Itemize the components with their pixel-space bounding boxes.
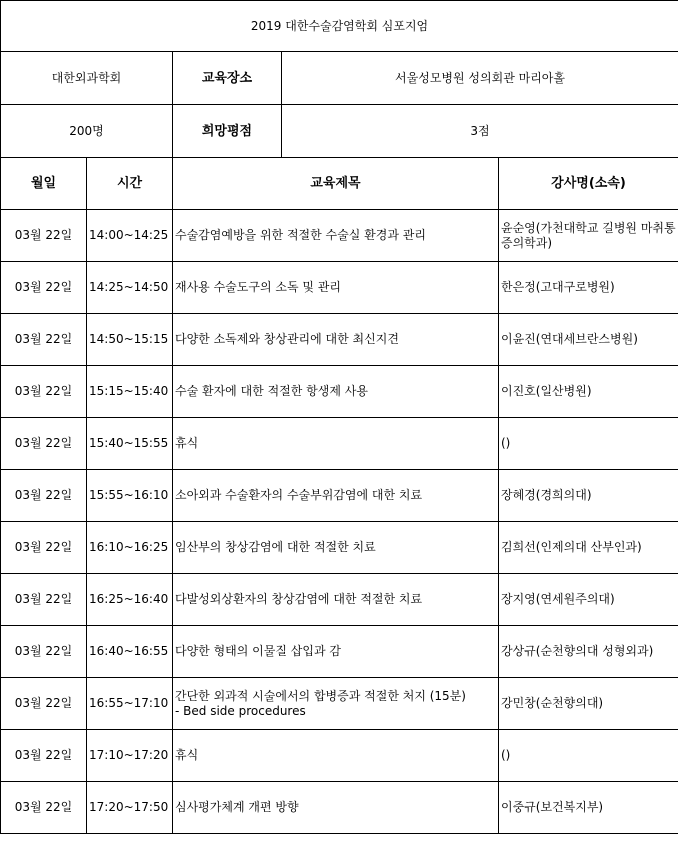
row-time: 17:10~17:20	[87, 730, 173, 782]
table-row	[1, 730, 678, 782]
table-row	[1, 522, 678, 574]
row-date: 03월 22일	[1, 418, 87, 470]
row-time: 14:25~14:50	[87, 262, 173, 314]
row-speaker: 강상규(순천향의대 성형외과)	[499, 626, 678, 678]
row-speaker: 강민창(순천향의대)	[499, 678, 678, 730]
row-date: 03월 22일	[1, 782, 87, 834]
row-topic-title: 휴식	[175, 748, 199, 762]
row-date: 03월 22일	[1, 678, 87, 730]
row-topic-subtitle: - Bed side procedures	[175, 703, 306, 718]
row-date: 03월 22일	[1, 470, 87, 522]
venue-value: 서울성모병원 성의회관 마리아홀	[282, 52, 678, 105]
row-time: 16:25~16:40	[87, 574, 173, 626]
row-topic	[173, 210, 499, 262]
row-topic	[173, 314, 499, 366]
info-row-score	[1, 105, 678, 158]
page-title: 2019 대한수술감염학회 심포지엄	[1, 1, 678, 52]
row-topic-title: 재사용 수술도구의 소독 및 관리	[175, 280, 341, 294]
row-time: 15:15~15:40	[87, 366, 173, 418]
row-topic	[173, 470, 499, 522]
row-speaker: ()	[499, 730, 678, 782]
row-date: 03월 22일	[1, 366, 87, 418]
venue-label: 교육장소	[173, 52, 282, 105]
header-row	[1, 158, 678, 210]
table-row	[1, 678, 678, 730]
row-time: 15:55~16:10	[87, 470, 173, 522]
row-speaker: 장혜경(경희의대)	[499, 470, 678, 522]
table-row	[1, 210, 678, 262]
row-topic-title: 수술감염예방을 위한 적절한 수술실 환경과 관리	[175, 228, 426, 242]
table-row	[1, 314, 678, 366]
row-speaker: ()	[499, 418, 678, 470]
table-row	[1, 366, 678, 418]
score-label: 희망평점	[173, 105, 282, 158]
row-time: 14:50~15:15	[87, 314, 173, 366]
row-date: 03월 22일	[1, 262, 87, 314]
table-row	[1, 626, 678, 678]
organization: 대한외과학회	[1, 52, 173, 105]
row-topic-title: 휴식	[175, 436, 199, 450]
row-topic	[173, 574, 499, 626]
row-speaker: 장지영(연세원주의대)	[499, 574, 678, 626]
title-row	[1, 1, 678, 52]
row-topic-title: 간단한 외과적 시술에서의 합병증과 적절한 처지 (15분)	[175, 688, 466, 703]
row-date: 03월 22일	[1, 522, 87, 574]
row-speaker: 이윤진(연대세브란스병원)	[499, 314, 678, 366]
row-time: 16:55~17:10	[87, 678, 173, 730]
header-time: 시간	[87, 158, 173, 210]
info-row-venue	[1, 52, 678, 105]
table-row	[1, 418, 678, 470]
capacity: 200명	[1, 105, 173, 158]
row-topic	[173, 262, 499, 314]
score-value: 3점	[282, 105, 678, 158]
row-date: 03월 22일	[1, 574, 87, 626]
header-date: 월일	[1, 158, 87, 210]
row-topic	[173, 626, 499, 678]
row-topic	[173, 730, 499, 782]
table-row	[1, 574, 678, 626]
row-speaker: 김희선(인제의대 산부인과)	[499, 522, 678, 574]
table-row	[1, 262, 678, 314]
row-topic	[173, 782, 499, 834]
row-speaker: 한은정(고대구로병원)	[499, 262, 678, 314]
row-topic-title: 소아외과 수술환자의 수술부위감염에 대한 치료	[175, 488, 423, 502]
row-topic-title: 다양한 형태의 이물질 삽입과 감	[175, 644, 341, 658]
row-topic	[173, 522, 499, 574]
row-time: 16:10~16:25	[87, 522, 173, 574]
row-topic-title: 임산부의 창상감염에 대한 적절한 치료	[175, 540, 376, 554]
row-speaker: 이진호(일산병원)	[499, 366, 678, 418]
header-topic: 교육제목	[173, 158, 499, 210]
row-topic-title: 심사평가체계 개편 방향	[175, 800, 299, 814]
row-speaker: 이중규(보건복지부)	[499, 782, 678, 834]
row-topic	[173, 366, 499, 418]
row-date: 03월 22일	[1, 730, 87, 782]
row-topic	[173, 678, 499, 730]
row-topic	[173, 418, 499, 470]
row-topic-title: 다발성외상환자의 창상감염에 대한 적절한 치료	[175, 592, 423, 606]
row-time: 14:00~14:25	[87, 210, 173, 262]
row-date: 03월 22일	[1, 626, 87, 678]
row-date: 03월 22일	[1, 314, 87, 366]
row-topic-title: 수술 환자에 대한 적절한 항생제 사용	[175, 384, 368, 398]
row-date: 03월 22일	[1, 210, 87, 262]
row-time: 15:40~15:55	[87, 418, 173, 470]
header-speaker: 강사명(소속)	[499, 158, 678, 210]
row-topic-title: 다양한 소독제와 창상관리에 대한 최신지견	[175, 332, 399, 346]
row-time: 16:40~16:55	[87, 626, 173, 678]
row-speaker: 윤순영(가천대학교 길병원 마취통증의학과)	[499, 210, 678, 262]
table-row	[1, 782, 678, 834]
table-row	[1, 470, 678, 522]
row-time: 17:20~17:50	[87, 782, 173, 834]
